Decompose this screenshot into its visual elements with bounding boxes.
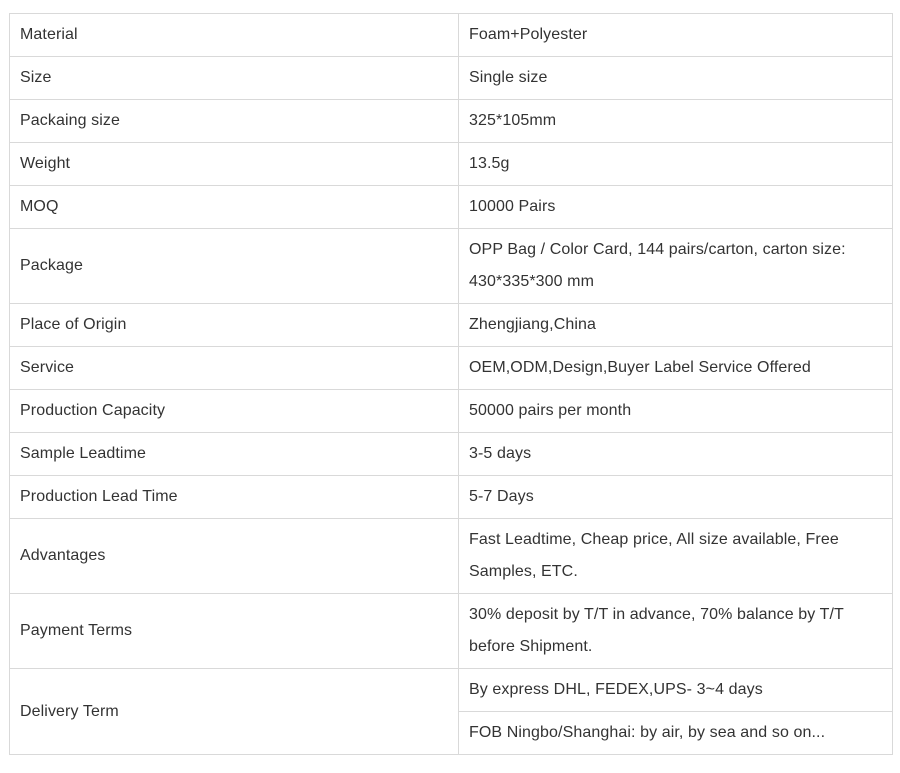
table-row	[10, 390, 893, 433]
row-value-production-lead-time: 5-7 Days	[459, 476, 893, 519]
table-row	[10, 669, 893, 712]
table-row	[10, 229, 893, 304]
table-row	[10, 57, 893, 100]
table-row	[10, 186, 893, 229]
row-label-delivery-term: Delivery Term	[10, 669, 459, 755]
row-value-production-capacity: 50000 pairs per month	[459, 390, 893, 433]
row-value-advantages: Fast Leadtime, Cheap price, All size available, Free Samples, ETC.	[459, 519, 893, 594]
table-row	[10, 433, 893, 476]
row-value-sample-leadtime: 3-5 days	[459, 433, 893, 476]
table-row	[10, 100, 893, 143]
table-row	[10, 304, 893, 347]
row-label-weight: Weight	[10, 143, 459, 186]
row-label-package: Package	[10, 229, 459, 304]
row-label-production-capacity: Production Capacity	[10, 390, 459, 433]
row-value-size: Single size	[459, 57, 893, 100]
table-row	[10, 14, 893, 57]
row-label-size: Size	[10, 57, 459, 100]
table-row	[10, 143, 893, 186]
row-label-production-lead-time: Production Lead Time	[10, 476, 459, 519]
row-value-packaging-size: 325*105mm	[459, 100, 893, 143]
table-row	[10, 519, 893, 594]
table-row	[10, 347, 893, 390]
row-label-packaging-size: Packaing size	[10, 100, 459, 143]
table-row	[10, 476, 893, 519]
row-label-advantages: Advantages	[10, 519, 459, 594]
row-label-moq: MOQ	[10, 186, 459, 229]
row-label-place-of-origin: Place of Origin	[10, 304, 459, 347]
row-value-delivery-fob: FOB Ningbo/Shanghai: by air, by sea and so on...	[459, 712, 893, 755]
row-value-material: Foam+Polyester	[459, 14, 893, 57]
row-value-delivery-express: By express DHL, FEDEX,UPS- 3~4 days	[459, 669, 893, 712]
row-label-payment-terms: Payment Terms	[10, 594, 459, 669]
row-label-service: Service	[10, 347, 459, 390]
row-value-place-of-origin: Zhengjiang,China	[459, 304, 893, 347]
row-value-payment-terms: 30% deposit by T/T in advance, 70% balance by T/T before Shipment.	[459, 594, 893, 669]
product-spec-table	[9, 13, 893, 755]
row-label-sample-leadtime: Sample Leadtime	[10, 433, 459, 476]
row-value-package: OPP Bag / Color Card, 144 pairs/carton, carton size: 430*335*300 mm	[459, 229, 893, 304]
row-value-service: OEM,ODM,Design,Buyer Label Service Offered	[459, 347, 893, 390]
table-row	[10, 594, 893, 669]
row-value-moq: 10000 Pairs	[459, 186, 893, 229]
row-label-material: Material	[10, 14, 459, 57]
row-value-weight: 13.5g	[459, 143, 893, 186]
